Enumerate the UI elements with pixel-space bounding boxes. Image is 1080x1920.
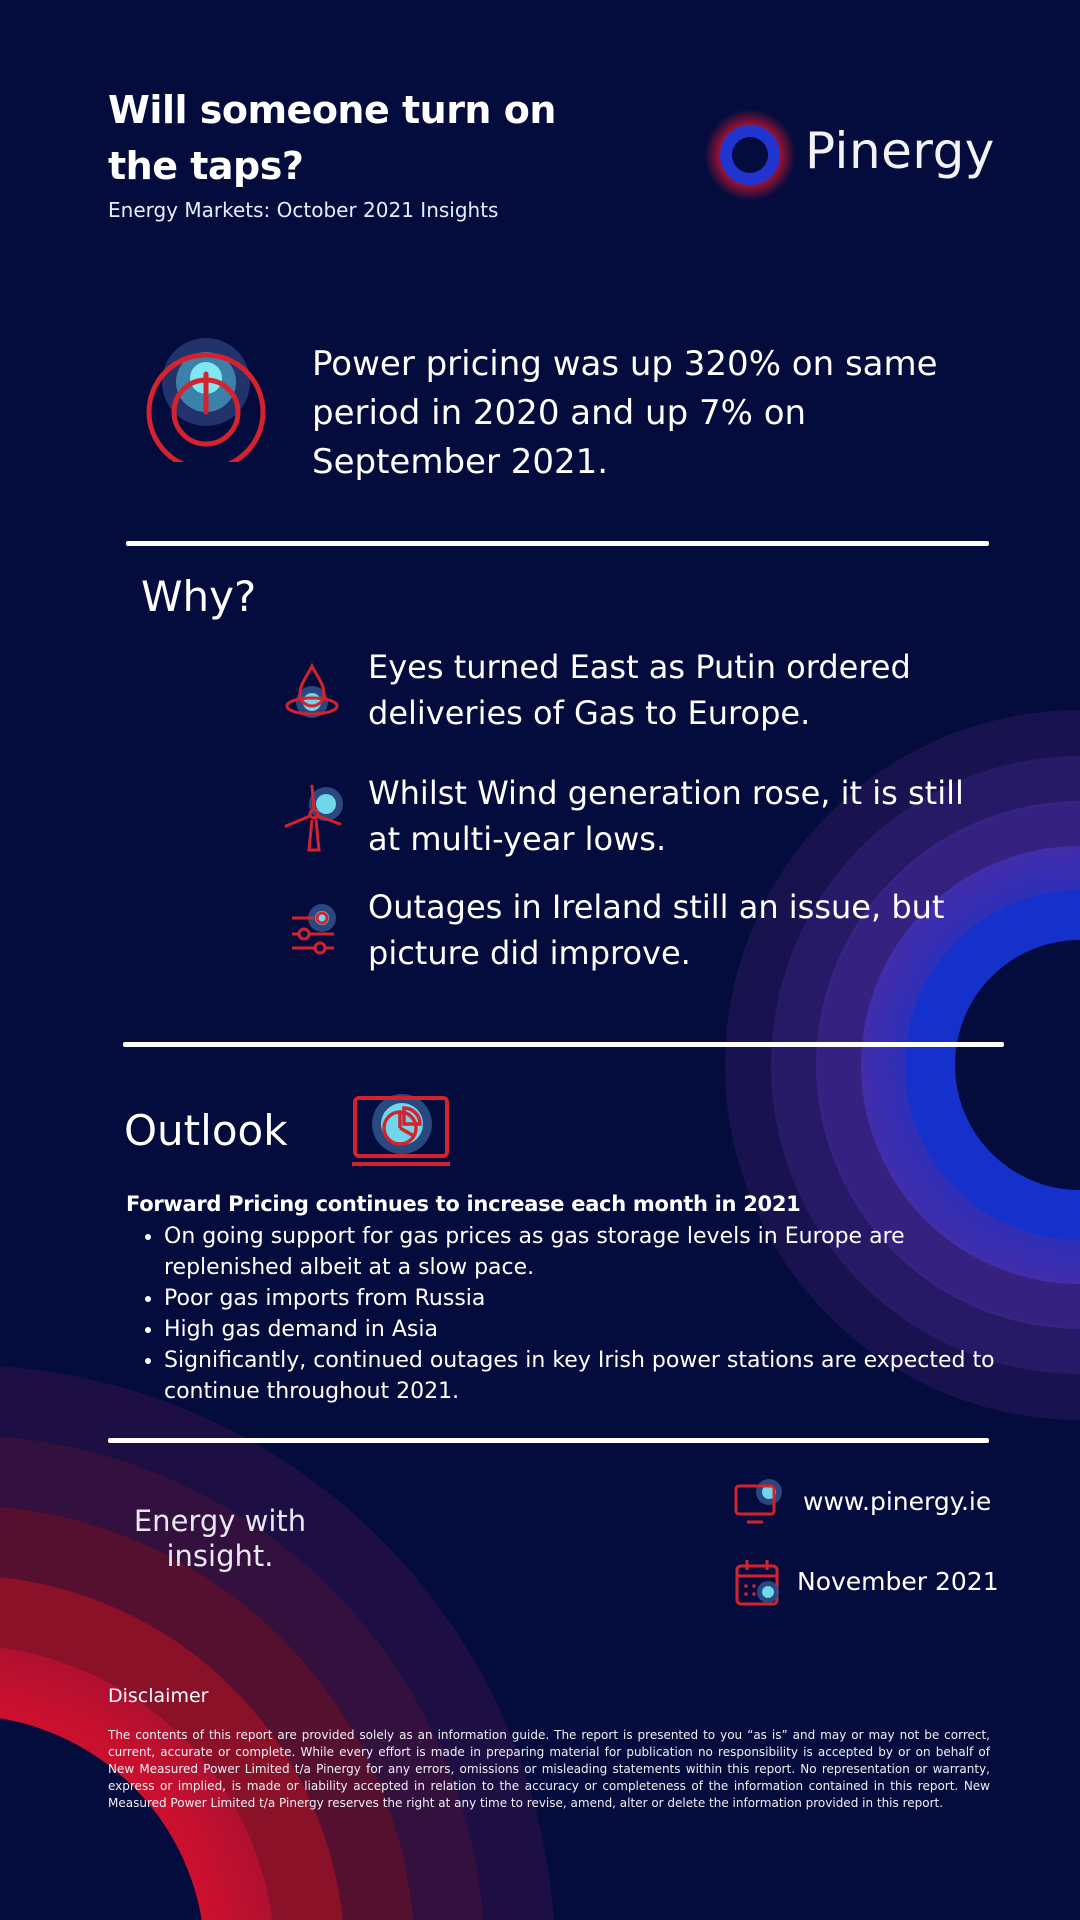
page-title: Will someone turn on the taps?: [108, 88, 556, 188]
laptop-pie-chart-icon: [352, 1092, 452, 1176]
tagline: Energy with insight.: [133, 1504, 307, 1573]
disclaimer-text: The contents of this report are provided solely as an information guide. The report is presented to you “as is” and may or may not be correct, current, accurate or complete. While every effort is made in preparing material for publication no responsibility is accepted by or on behalf of New Measured Power Limited t/a Pinergy for any errors, omissions or misleading statements within this report. No representation or warranty, express or implied, is made or liability accepted in relation to the accuracy or completeness of the information contained in this report. New Measured Power Limited t/a Pinergy reserves the right at any time to revise, amend, alter or delete the information provided in this report.: [108, 1728, 990, 1810]
why-heading: Why?: [141, 572, 257, 621]
reason-outages-text: Outages in Ireland still an issue, but picture did improve.: [368, 888, 945, 972]
monitor-icon: [733, 1478, 785, 1526]
outlook-heading: Outlook: [124, 1106, 288, 1155]
divider-1: [126, 541, 989, 546]
sliders-icon: [288, 902, 346, 956]
disclaimer-title: Disclaimer: [108, 1685, 209, 1707]
outlook-bullet-list: [126, 1221, 1024, 1407]
report-date: November 2021: [797, 1567, 999, 1596]
calendar-icon: [734, 1558, 786, 1608]
reason-wind-text: Whilst Wind generation rose, it is still at multi-year lows.: [368, 774, 964, 858]
wind-turbine-icon: [282, 782, 350, 854]
page-subtitle: Energy Markets: October 2021 Insights: [108, 198, 499, 222]
brand-name: Pinergy: [805, 122, 995, 180]
divider-2: [123, 1042, 1004, 1047]
list-item: • Poor gas imports from Russia: [164, 1283, 1024, 1314]
list-item: • High gas demand in Asia: [164, 1314, 1024, 1345]
gas-flame-icon: [282, 662, 342, 726]
power-button-icon: [140, 332, 270, 462]
reason-gas-text: Eyes turned East as Putin ordered deliveries of Gas to Europe.: [368, 648, 911, 732]
outlook-subheading: Forward Pricing continues to increase each month in 2021: [126, 1192, 801, 1216]
list-item: • On going support for gas prices as gas storage levels in Europe are replenished albeit at a slow pace.: [164, 1221, 1024, 1283]
list-item: • Significantly, continued outages in key Irish power stations are expected to continue throughout 2021.: [164, 1345, 1024, 1407]
ring-logo-icon: [700, 105, 800, 205]
website-link[interactable]: www.pinergy.ie: [803, 1487, 992, 1516]
divider-3: [108, 1438, 989, 1443]
headline-text: Power pricing was up 320% on same period in 2020 and up 7% on September 2021.: [312, 344, 938, 482]
